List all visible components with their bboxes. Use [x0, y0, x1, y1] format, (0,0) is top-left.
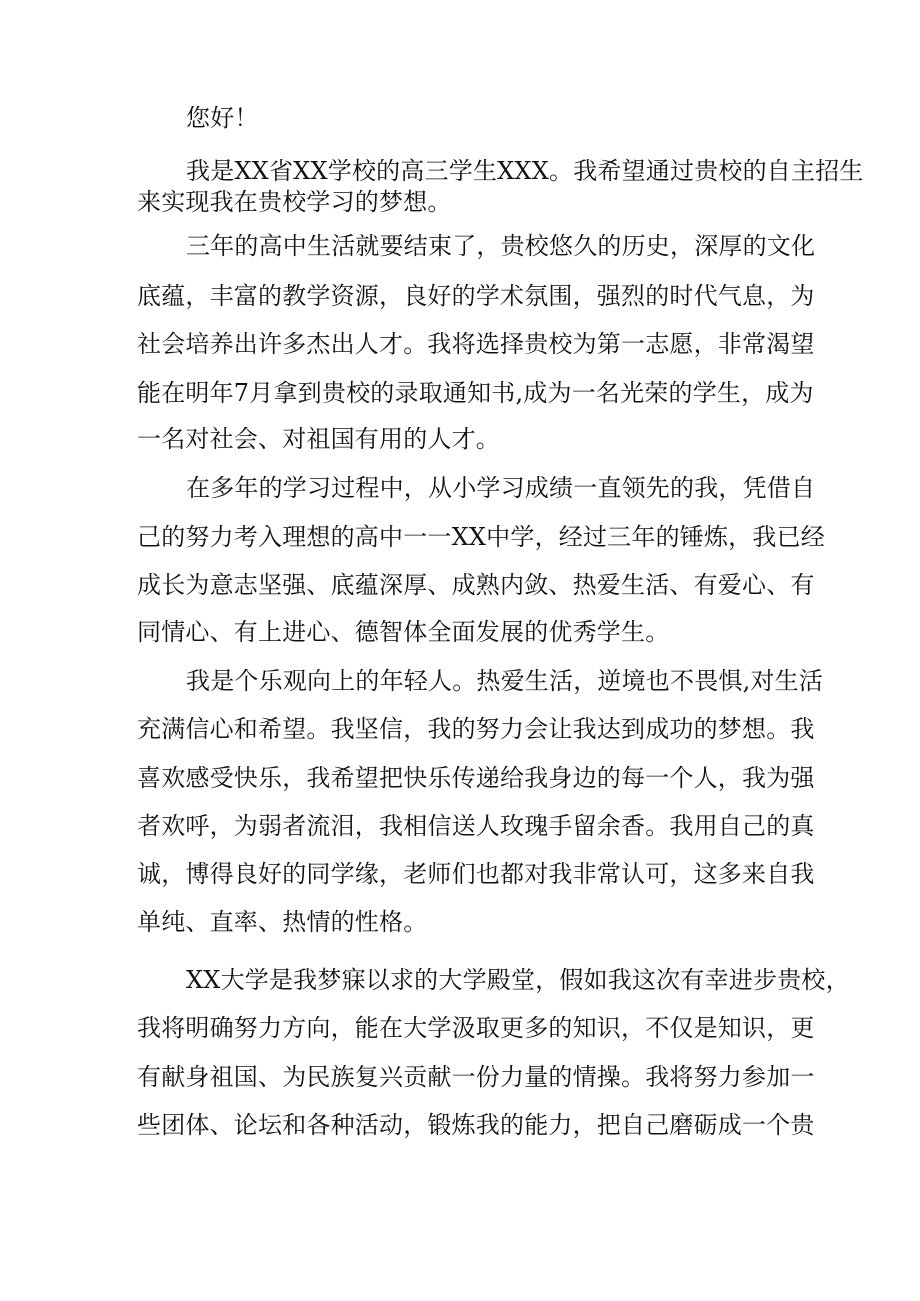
paragraph-4-line-4: 者欢呼，为弱者流泪，我相信送人玫瑰手留余香。我用自己的真	[137, 812, 815, 840]
paragraph-3-line-3: 成长为意志坚强、底蕴深厚、成熟内敛、热爱生活、有爱心、有	[137, 571, 815, 599]
paragraph-4-line-3: 喜欢感受快乐，我希望把快乐传递给我身边的每一个人，我为强	[137, 764, 815, 792]
paragraph-4-line-5: 诚，博得良好的同学缘，老师们也都对我非常认可，这多来自我	[137, 860, 815, 888]
greeting: 您好！	[186, 104, 259, 132]
paragraph-2-line-2: 底蕴，丰富的教学资源，良好的学术氛围，强烈的时代气息，为	[137, 282, 815, 310]
paragraph-5-line-2: 我将明确努力方向，能在大学汲取更多的知识，不仅是知识，更	[137, 1014, 815, 1042]
paragraph-3-line-1: 在多年的学习过程中，从小学习成绩一直领先的我，凭借自	[186, 474, 816, 502]
paragraph-4-line-6: 单纯、直率、热情的性格。	[137, 908, 428, 936]
paragraph-5-line-3: 有献身祖国、为民族复兴贡献一份力量的情操。我将努力参加一	[137, 1063, 815, 1091]
paragraph-3-line-4: 同情心、有上进心、德智体全面发展的优秀学生。	[137, 618, 670, 646]
paragraph-1-line-2: 来实现我在贵校学习的梦想。	[137, 188, 452, 216]
paragraph-2-line-3: 社会培养出许多杰出人才。我将选择贵校为第一志愿，非常渴望	[137, 330, 815, 358]
paragraph-5-line-1: XX大学是我梦寐以求的大学殿堂，假如我这次有幸进步贵校，	[186, 966, 850, 994]
paragraph-2-line-5: 一名对社会、对祖国有用的人才。	[137, 425, 500, 453]
paragraph-4-line-1: 我是个乐观向上的年轻人。热爱生活，逆境也不畏惧,对生活	[186, 667, 824, 695]
paragraph-5-line-4: 些团体、论坛和各种活动，锻炼我的能力，把自己磨砺成一个贵	[137, 1111, 815, 1139]
paragraph-1-line-1: 我是XX省XX学校的高三学生XXX。我希望通过贵校的自主招生	[186, 157, 864, 185]
paragraph-4-line-2: 充满信心和希望。我坚信，我的努力会让我达到成功的梦想。我	[137, 715, 815, 743]
paragraph-2-line-4: 能在明年7月拿到贵校的录取通知书,成为一名光荣的学生，成为	[137, 379, 814, 407]
paragraph-2-line-1: 三年的高中生活就要结束了，贵校悠久的历史，深厚的文化	[186, 232, 816, 260]
paragraph-3-line-2: 己的努力考入理想的高中一一XX中学，经过三年的锤炼，我已经	[137, 523, 825, 551]
